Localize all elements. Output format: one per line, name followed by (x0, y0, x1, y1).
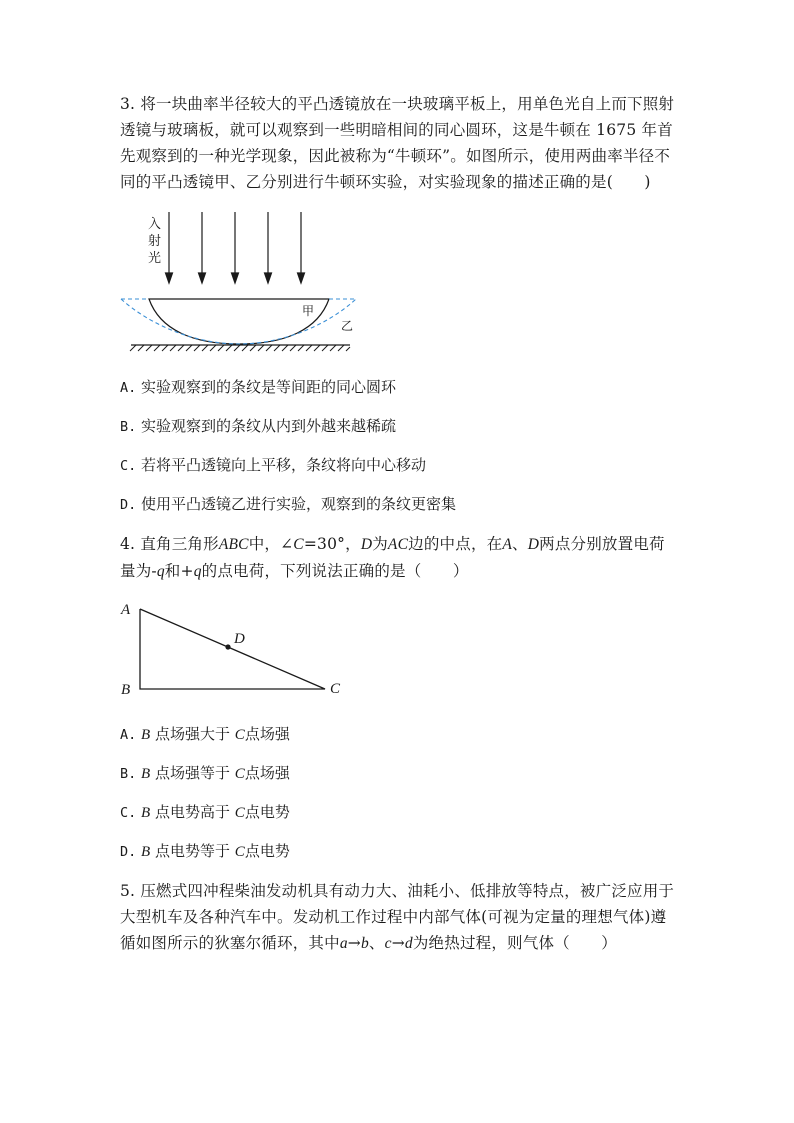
label-b: B (121, 682, 131, 698)
q3-option-a[interactable]: A. 实验观察到的条纹是等间距的同心圆环 (120, 378, 397, 396)
q4-option-d[interactable]: D. B 点电势等于 C点电势 (120, 842, 290, 860)
point-d (225, 644, 230, 649)
q5-stem: 5. 压燃式四冲程柴油发动机具有动力大、油耗小、低排放等特点，被广泛应用于大型机车及各种汽车中。发动机工作过程中内部气体(可视为定量的理想气体)遵循如图所示的狄塞尔循环，其中a→b、c→d为绝热过程，则气体（ ） (120, 882, 675, 952)
label-a: A (121, 602, 131, 618)
lens-jia-label: 甲 (302, 304, 315, 318)
lens-yi (121, 299, 356, 344)
incident-light-label-3: 光 (148, 251, 162, 266)
q3-stem: 3. 将一块曲率半径较大的平凸透镜放在一块玻璃平板上，用单色光自上而下照射透镜与玻璃板，就可以观察到一些明暗相间的同心圆环，这是牛顿在 1675 年首先观察到的一种光学现象，因此被称为“牛顿环”。如图所示，使用两曲率半径不同的平凸透镜甲、乙分别进行牛顿环实验，对实验现象的描述正确的是( ) (120, 95, 675, 191)
label-d: D (234, 631, 245, 647)
q3-option-d[interactable]: D. 使用平凸透镜乙进行实验，观察到的条纹更密集 (120, 495, 457, 513)
q4-stem: 4. 直角三角形ABC中，∠C=30°，D为AC边的中点，在A、D两点分别放置电荷量为-q和+q的点电荷，下列说法正确的是（ ） (120, 535, 665, 580)
q3-option-b[interactable]: B. 实验观察到的条纹从内到外越来越稀疏 (120, 417, 397, 435)
q3-option-c[interactable]: C. 若将平凸透镜向上平移，条纹将向中心移动 (120, 456, 427, 474)
q4-option-b[interactable]: B. B 点场强等于 C点场强 (120, 764, 290, 782)
lens-yi-label: 乙 (341, 319, 354, 333)
lens-jia (149, 299, 329, 344)
incident-light-label-1: 入 (148, 217, 162, 232)
glass-plate-hatch (130, 345, 350, 351)
triangle-abc (140, 609, 325, 689)
label-c: C (330, 681, 341, 697)
incident-light-label-2: 射 (148, 234, 162, 249)
incident-light-arrows (166, 212, 305, 283)
q4-option-a[interactable]: A. B 点场强大于 C点场强 (120, 725, 290, 743)
q4-option-c[interactable]: C. B 点电势高于 C点电势 (120, 803, 290, 821)
